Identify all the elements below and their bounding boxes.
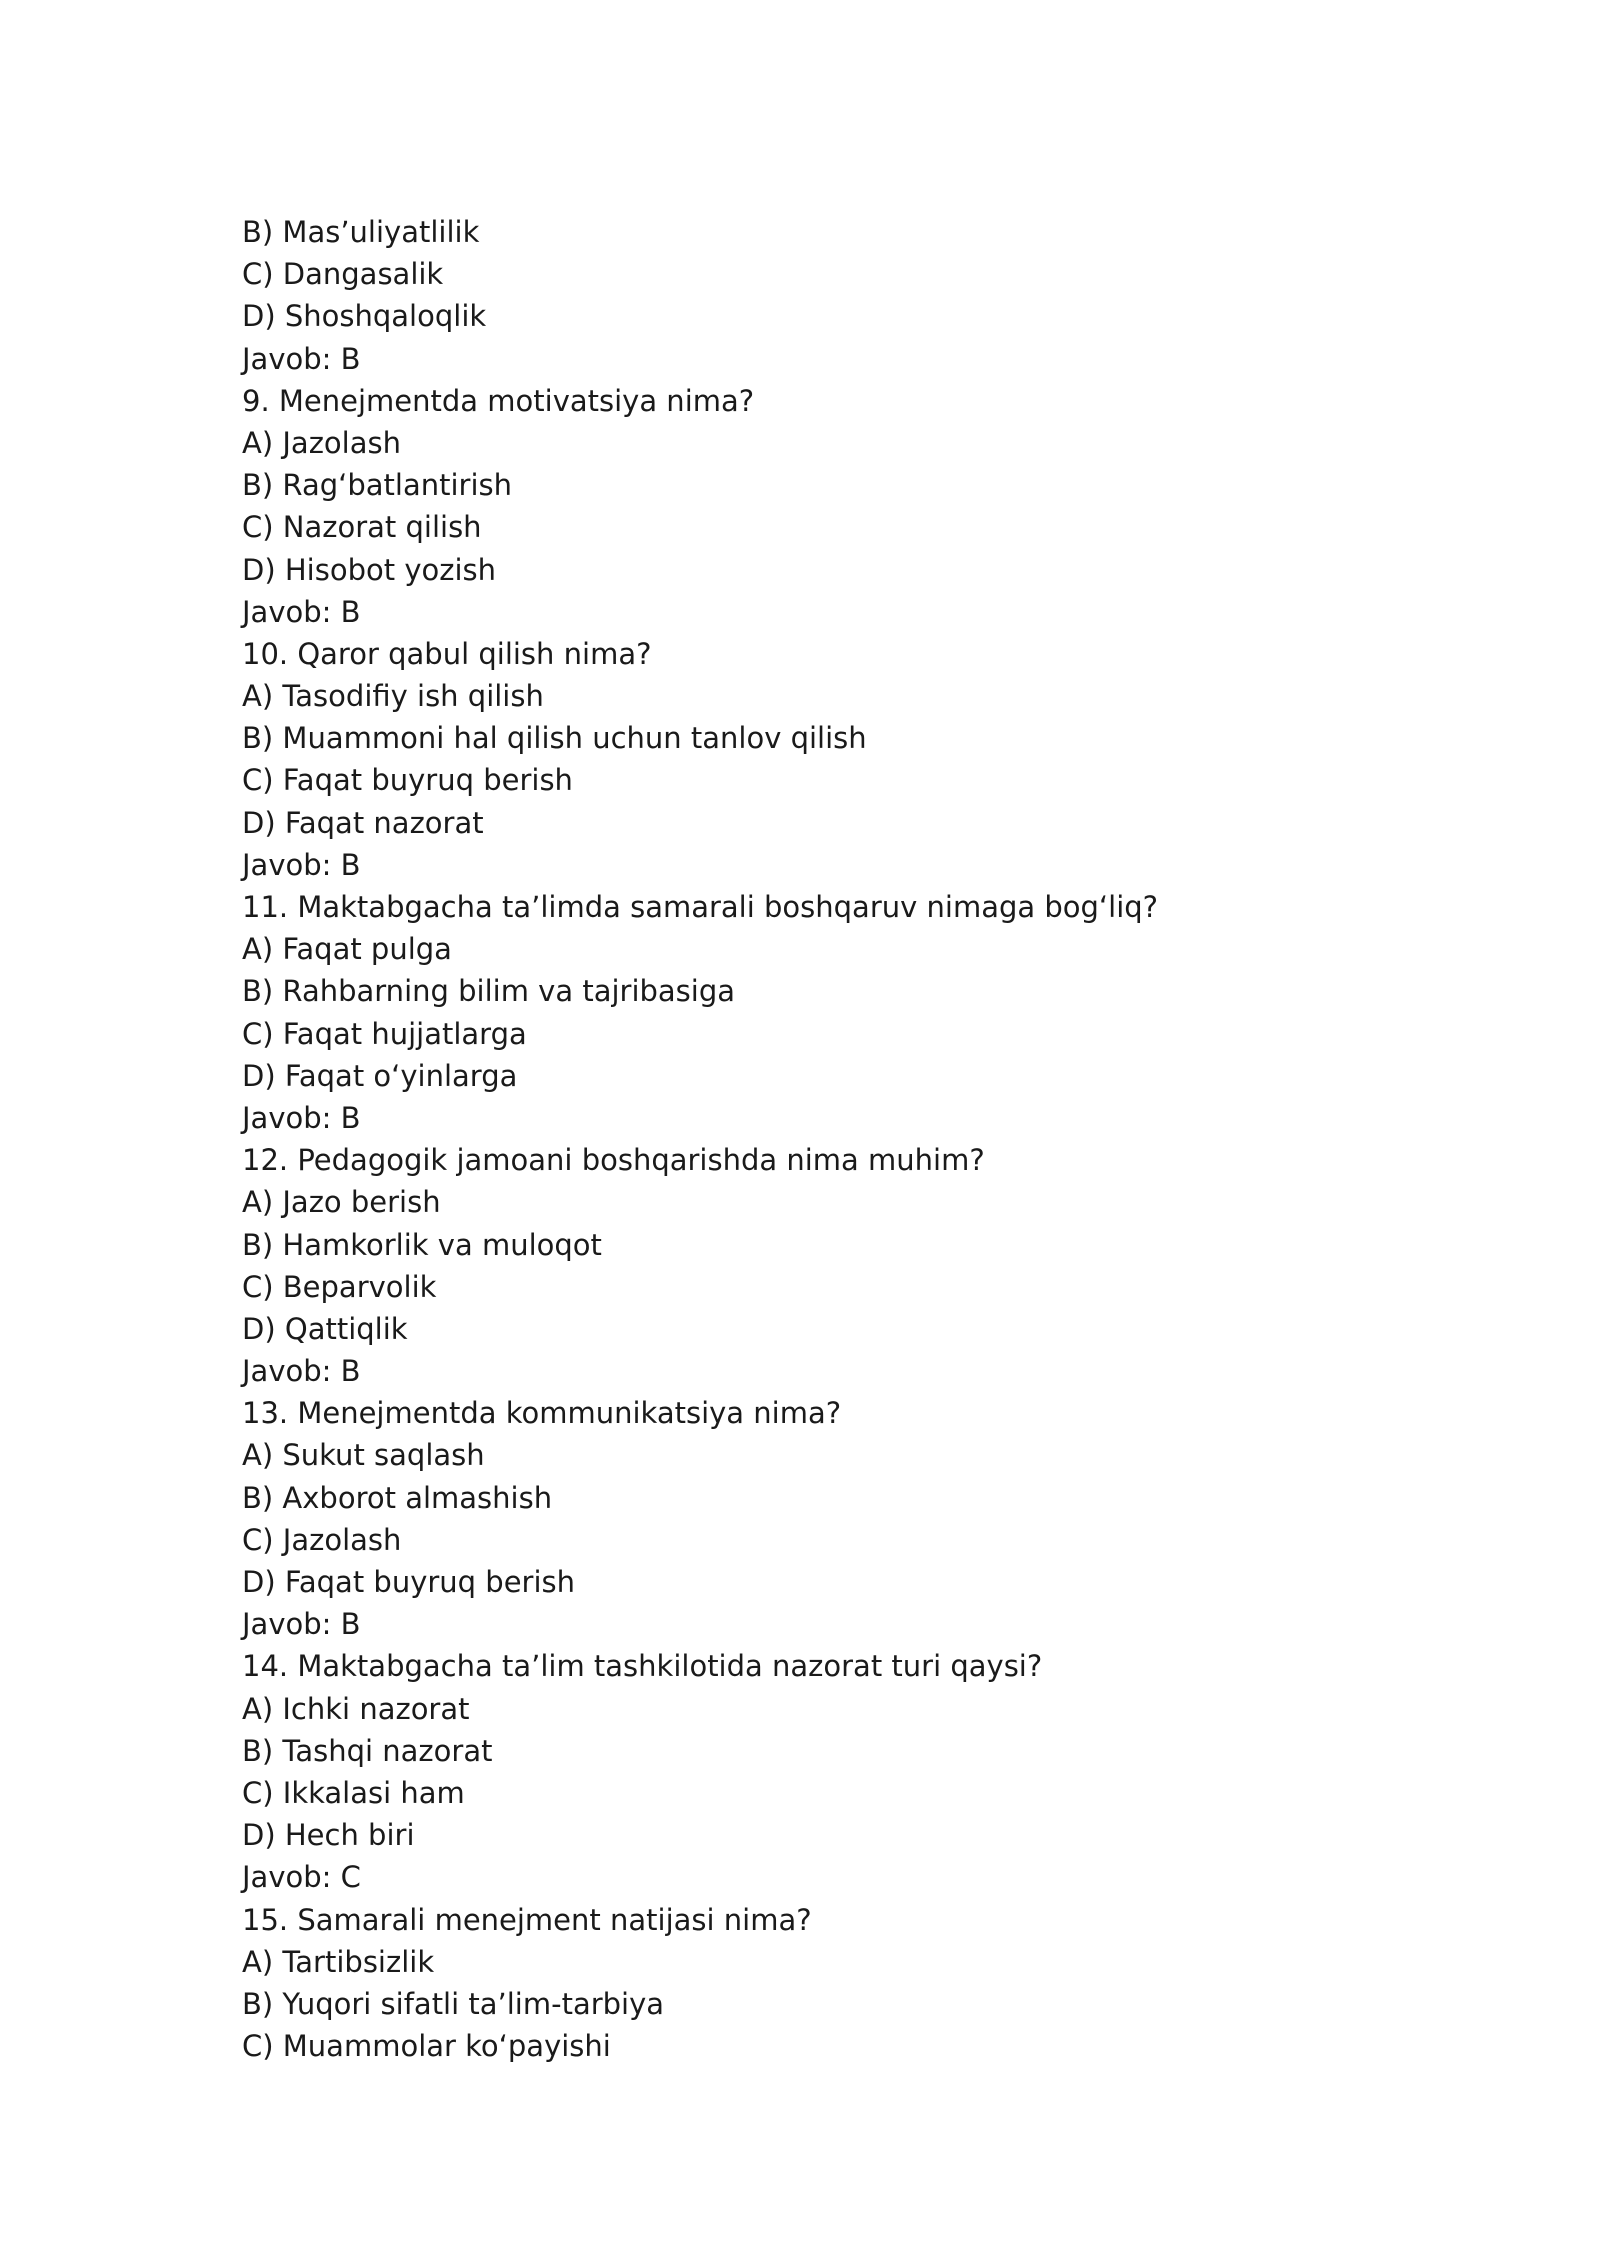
answer-option: B) Muammoni hal qilish uchun tanlov qilish bbox=[242, 721, 867, 756]
answer-option: C) Beparvolik bbox=[242, 1269, 437, 1304]
answer-option: A) Faqat pulga bbox=[242, 932, 452, 967]
answer-option: A) Ichki nazorat bbox=[242, 1691, 470, 1726]
answer-key: Javob: B bbox=[242, 847, 361, 882]
question-13: 13. Menejmentda kommunikatsiya nima? bbox=[242, 1396, 842, 1431]
answer-key: Javob: B bbox=[242, 594, 361, 629]
answer-key: Javob: B bbox=[242, 1100, 361, 1135]
quiz-text bbox=[242, 211, 1442, 2067]
answer-option: D) Qattiqlik bbox=[242, 1311, 408, 1346]
answer-option: B) Rag‘batlantirish bbox=[242, 468, 512, 503]
question-11: 11. Maktabgacha ta’limda samarali boshqaruv nimaga bog‘liq? bbox=[242, 890, 1159, 924]
answer-option: A) Sukut saqlash bbox=[242, 1438, 485, 1473]
answer-option: D) Faqat buyruq berish bbox=[242, 1565, 576, 1599]
answer-option: B) Axborot almashish bbox=[242, 1480, 553, 1515]
answer-option: A) Tasodifiy ish qilish bbox=[242, 679, 544, 714]
answer-option: D) Hech biri bbox=[242, 1818, 415, 1853]
answer-option: B) Tashqi nazorat bbox=[242, 1733, 493, 1768]
answer-option: C) Faqat buyruq berish bbox=[242, 763, 573, 798]
answer-option: A) Jazo berish bbox=[242, 1185, 441, 1220]
answer-option: C) Muammolar ko‘payishi bbox=[242, 2029, 611, 2064]
answer-option: C) Ikkalasi ham bbox=[242, 1775, 465, 1810]
answer-key: Javob: C bbox=[242, 1860, 361, 1895]
question-9: 9. Menejmentda motivatsiya nima? bbox=[242, 383, 755, 418]
answer-option: C) Nazorat qilish bbox=[242, 510, 482, 545]
answer-option: A) Tartibsizlik bbox=[242, 1944, 435, 1979]
answer-option: D) Shoshqaloqlik bbox=[242, 299, 487, 334]
answer-key: Javob: B bbox=[242, 1607, 361, 1642]
answer-option: A) Jazolash bbox=[242, 425, 401, 460]
question-12: 12. Pedagogik jamoani boshqarishda nima muhim? bbox=[242, 1143, 985, 1178]
answer-option: C) Faqat hujjatlarga bbox=[242, 1016, 527, 1051]
question-14: 14. Maktabgacha ta’lim tashkilotida nazorat turi qaysi? bbox=[242, 1649, 1043, 1684]
answer-option: C) Dangasalik bbox=[242, 257, 444, 292]
answer-option: B) Rahbarning bilim va tajribasiga bbox=[242, 974, 736, 1009]
answer-option: B) Hamkorlik va muloqot bbox=[242, 1227, 602, 1262]
answer-option: D) Hisobot yozish bbox=[242, 552, 496, 587]
answer-key: Javob: B bbox=[242, 1354, 361, 1389]
answer-option: D) Faqat nazorat bbox=[242, 805, 484, 840]
answer-option: C) Jazolash bbox=[242, 1522, 402, 1557]
answer-option: B) Mas’uliyatlilik bbox=[242, 215, 480, 249]
question-15: 15. Samarali menejment natijasi nima? bbox=[242, 1902, 812, 1937]
answer-option: D) Faqat o‘yinlarga bbox=[242, 1058, 518, 1093]
answer-option: B) Yuqori sifatli ta’lim-tarbiya bbox=[242, 1986, 665, 2021]
answer-key: Javob: B bbox=[242, 341, 361, 376]
question-10: 10. Qaror qabul qilish nima? bbox=[242, 636, 652, 671]
